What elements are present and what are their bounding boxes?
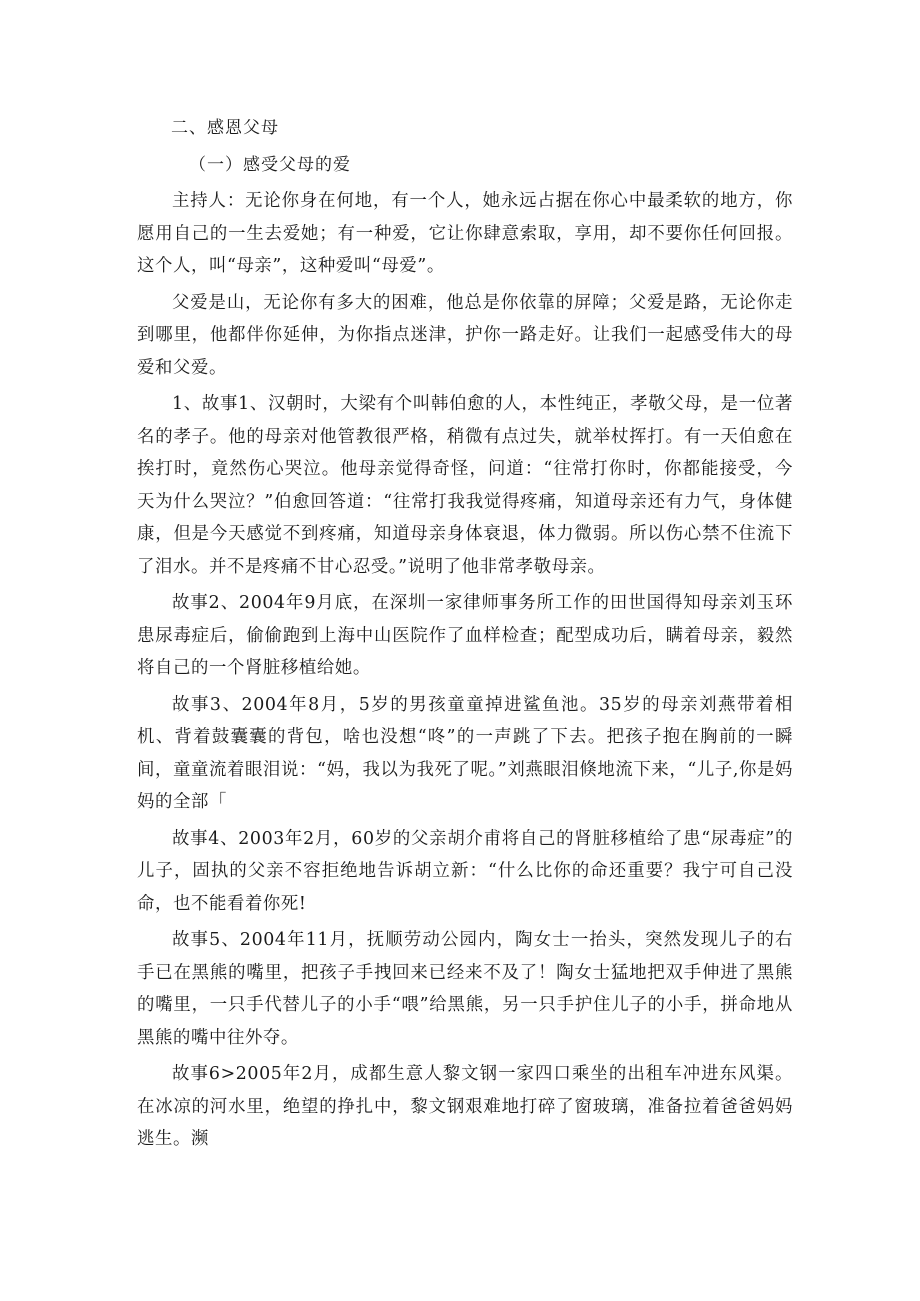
section-heading: 二、感恩父母 (171, 118, 279, 138)
paragraph-story-6: 故事6>2005年2月，成都生意人黎文钢一家四口乘坐的出租车冲进东风渠。在冰凉的河水里，绝望的挣扎中，黎文钢艰难地打碎了窗玻璃，准备拉着爸爸妈妈逃生。濒 (137, 1064, 793, 1149)
subsection-heading: （一）感受父母的爱 (189, 155, 351, 175)
document-body (137, 112, 793, 1156)
paragraph-story-2: 故事2、2004年9月底，在深圳一家律师事务所工作的田世国得知母亲刘玉环患尿毒症后，偷偷跑到上海中山医院作了血样检查；配型成功后，瞒着母亲，毅然将自己的一个肾脏移植给她。 (137, 593, 793, 678)
paragraph-father-love: 父爱是山，无论你有多大的困难，他总是你依靠的屏障；父爱是路，无论你走到哪里，他都伴你延伸，为你指点迷津，护你一路走好。让我们一起感受伟大的母爱和父爱。 (137, 292, 793, 378)
paragraph-story-4: 故事4、2003年2月，60岁的父亲胡介甫将自己的肾脏移植给了患“尿毒症”的儿子，固执的父亲不容拒绝地告诉胡立新：“什么比你的命还重要？我宁可自己没命，也不能看着你死! (137, 828, 793, 914)
paragraph-story-5: 故事5、2004年11月，抚顺劳动公园内，陶女士一抬头，突然发现儿子的右手已在黑熊的嘴里，把孩子手拽回来已经来不及了！陶女士猛地把双手伸进了黑熊的嘴里，一只手代替儿子的小手“喂”给黑熊，另一只手护住儿子的小手，拼命地从黑熊的嘴中往外夺。 (137, 930, 793, 1048)
paragraph-story-3: 故事3、2004年8月，5岁的男孩童童掉进鲨鱼池。35岁的母亲刘燕带着相机、背着鼓囊囊的背包，啥也没想“咚”的一声跳了下去。把孩子抱在胸前的一瞬间，童童流着眼泪说：“妈，我以为我死了呢。”刘燕眼泪倏地流下来，“儿子,你是妈妈的全部「 (137, 694, 793, 812)
paragraph-host-intro: 主持人：无论你身在何地，有一个人，她永远占据在你心中最柔软的地方，你愿用自己的一生去爱她；有一种爱，它让你肆意索取，享用，却不要你任何回报。这个人，叫“母亲”，这种爱叫“母爱”。 (137, 191, 793, 276)
paragraph-story-1: 1、故事1、汉朝时，大梁有个叫韩伯愈的人，本性纯正，孝敬父母，是一位著名的孝子。他的母亲对他管教很严格，稍微有点过失，就举杖挥打。有一天伯愈在挨打时，竟然伤心哭泣。他母亲觉得奇怪，问道：“往常打你时，你都能接受，今天为什么哭泣？”伯愈回答道：“往常打我我觉得疼痛，知道母亲还有力气，身体健康，但是今天感觉不到疼痛，知道母亲身体衰退，体力微弱。所以伤心禁不住流下了泪水。并不是疼痛不甘心忍受。”说明了他非常孝敬母亲。 (137, 394, 793, 577)
